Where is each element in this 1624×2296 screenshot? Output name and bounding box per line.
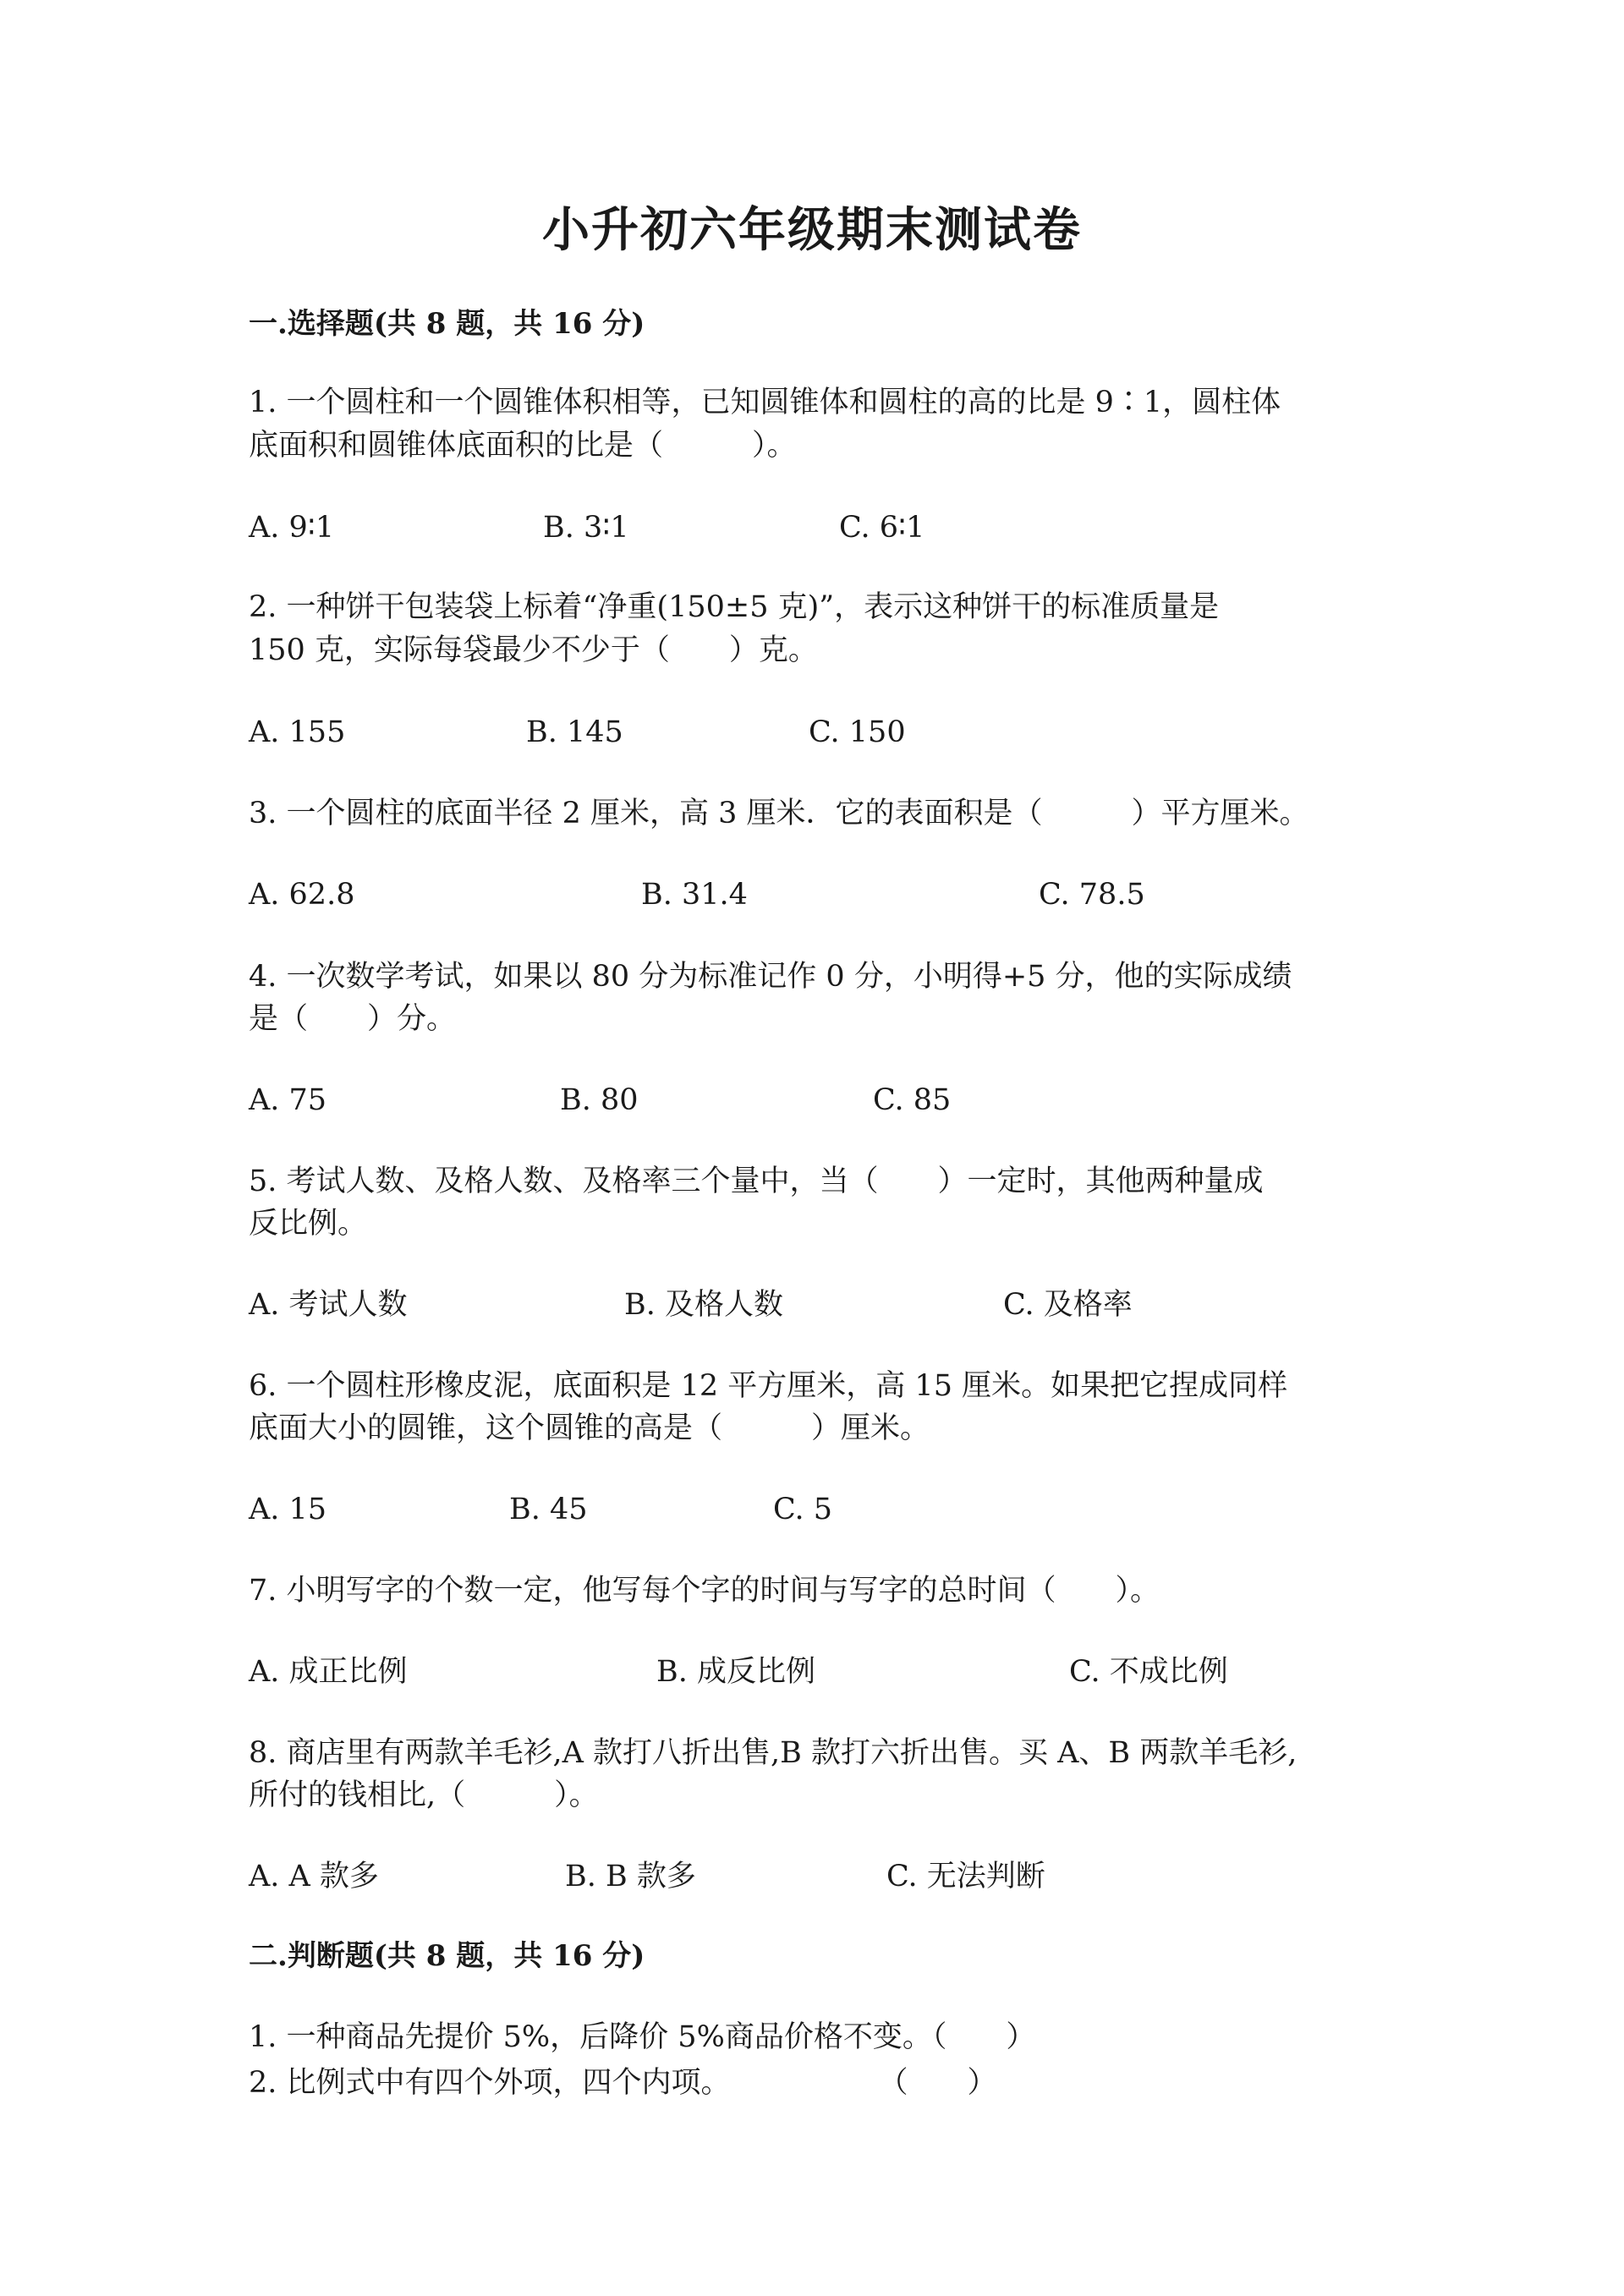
question-5-line-2: 反比例。 bbox=[249, 1207, 368, 1241]
question-2-line-1: 2. 一种饼干包装袋上标着“净重(150±5 克)”，表示这种饼干的标准质量是 bbox=[249, 590, 1220, 624]
question-8-option-c: C. 无法判断 bbox=[886, 1860, 1045, 1893]
question-7-option-c: C. 不成比例 bbox=[1069, 1655, 1228, 1689]
question-7-option-a: A. 成正比例 bbox=[249, 1655, 408, 1689]
question-2-line-2: 150 克，实际每袋最少不少于（ ）克。 bbox=[249, 633, 818, 667]
question-6-option-c: C. 5 bbox=[773, 1493, 833, 1526]
question-8-option-a: A. A 款多 bbox=[249, 1860, 379, 1893]
question-8-line-1: 8. 商店里有两款羊毛衫,A 款打八折出售,B 款打六折出售。买 A、B 两款羊毛衫, bbox=[249, 1736, 1298, 1770]
question-1-line-1: 1. 一个圆柱和一个圆锥体积相等，已知圆锥体和圆柱的高的比是 9∶1，圆柱体 bbox=[249, 386, 1281, 419]
question-1-line-2: 底面积和圆锥体底面积的比是（ ）。 bbox=[249, 429, 797, 463]
question-5-line-1: 5. 考试人数、及格人数、及格率三个量中，当（ ）一定时，其他两种量成 bbox=[249, 1164, 1264, 1198]
judgement-item-2: 2. 比例式中有四个外项，四个内项。 （ ） bbox=[249, 2066, 997, 2100]
question-7-option-b: B. 成反比例 bbox=[656, 1655, 815, 1689]
question-5-option-b: B. 及格人数 bbox=[624, 1288, 783, 1322]
question-5-option-c: C. 及格率 bbox=[1003, 1288, 1133, 1322]
question-8-option-b: B. B 款多 bbox=[565, 1860, 696, 1893]
question-3-line-1: 3. 一个圆柱的底面半径 2 厘米，高 3 厘米．它的表面积是（ ）平方厘米。 bbox=[249, 797, 1309, 830]
question-5-option-a: A. 考试人数 bbox=[249, 1288, 408, 1322]
question-1-option-c: C. 6∶1 bbox=[839, 511, 925, 545]
question-4-line-1: 4. 一次数学考试，如果以 80 分为标准记作 0 分，小明得+5 分，他的实际成绩 bbox=[249, 960, 1292, 994]
section-heading-choice: 一.选择题(共 8 题，共 16 分) bbox=[249, 307, 645, 341]
question-4-line-2: 是（ ）分。 bbox=[249, 1002, 457, 1036]
question-4-option-b: B. 80 bbox=[560, 1083, 639, 1117]
question-3-option-b: B. 31.4 bbox=[641, 878, 748, 912]
page-title: 小升初六年级期末测试卷 bbox=[542, 202, 1082, 258]
question-3-option-a: A. 62.8 bbox=[249, 878, 355, 912]
question-6-line-1: 6. 一个圆柱形橡皮泥，底面积是 12 平方厘米，高 15 厘米。如果把它捏成同样 bbox=[249, 1369, 1288, 1403]
question-6-option-a: A. 15 bbox=[249, 1493, 327, 1526]
question-1-option-a: A. 9∶1 bbox=[249, 511, 335, 545]
judgement-item-1: 1. 一种商品先提价 5%，后降价 5%商品价格不变。（ ） bbox=[249, 2020, 1036, 2054]
question-2-option-c: C. 150 bbox=[809, 715, 906, 749]
question-3-option-c: C. 78.5 bbox=[1039, 878, 1145, 912]
question-2-option-a: A. 155 bbox=[249, 715, 346, 749]
question-4-option-a: A. 75 bbox=[249, 1083, 327, 1117]
question-6-option-b: B. 45 bbox=[509, 1493, 588, 1526]
question-7-line-1: 7. 小明写字的个数一定，他写每个字的时间与写字的总时间（ ）。 bbox=[249, 1574, 1160, 1608]
question-6-line-2: 底面大小的圆锥，这个圆锥的高是（ ）厘米。 bbox=[249, 1411, 930, 1445]
question-4-option-c: C. 85 bbox=[873, 1083, 952, 1117]
question-8-line-2: 所付的钱相比,（ ）。 bbox=[249, 1778, 599, 1812]
question-1-option-b: B. 3∶1 bbox=[543, 511, 629, 545]
section-heading-judgement: 二.判断题(共 8 题，共 16 分) bbox=[249, 1939, 645, 1973]
question-2-option-b: B. 145 bbox=[526, 715, 623, 749]
